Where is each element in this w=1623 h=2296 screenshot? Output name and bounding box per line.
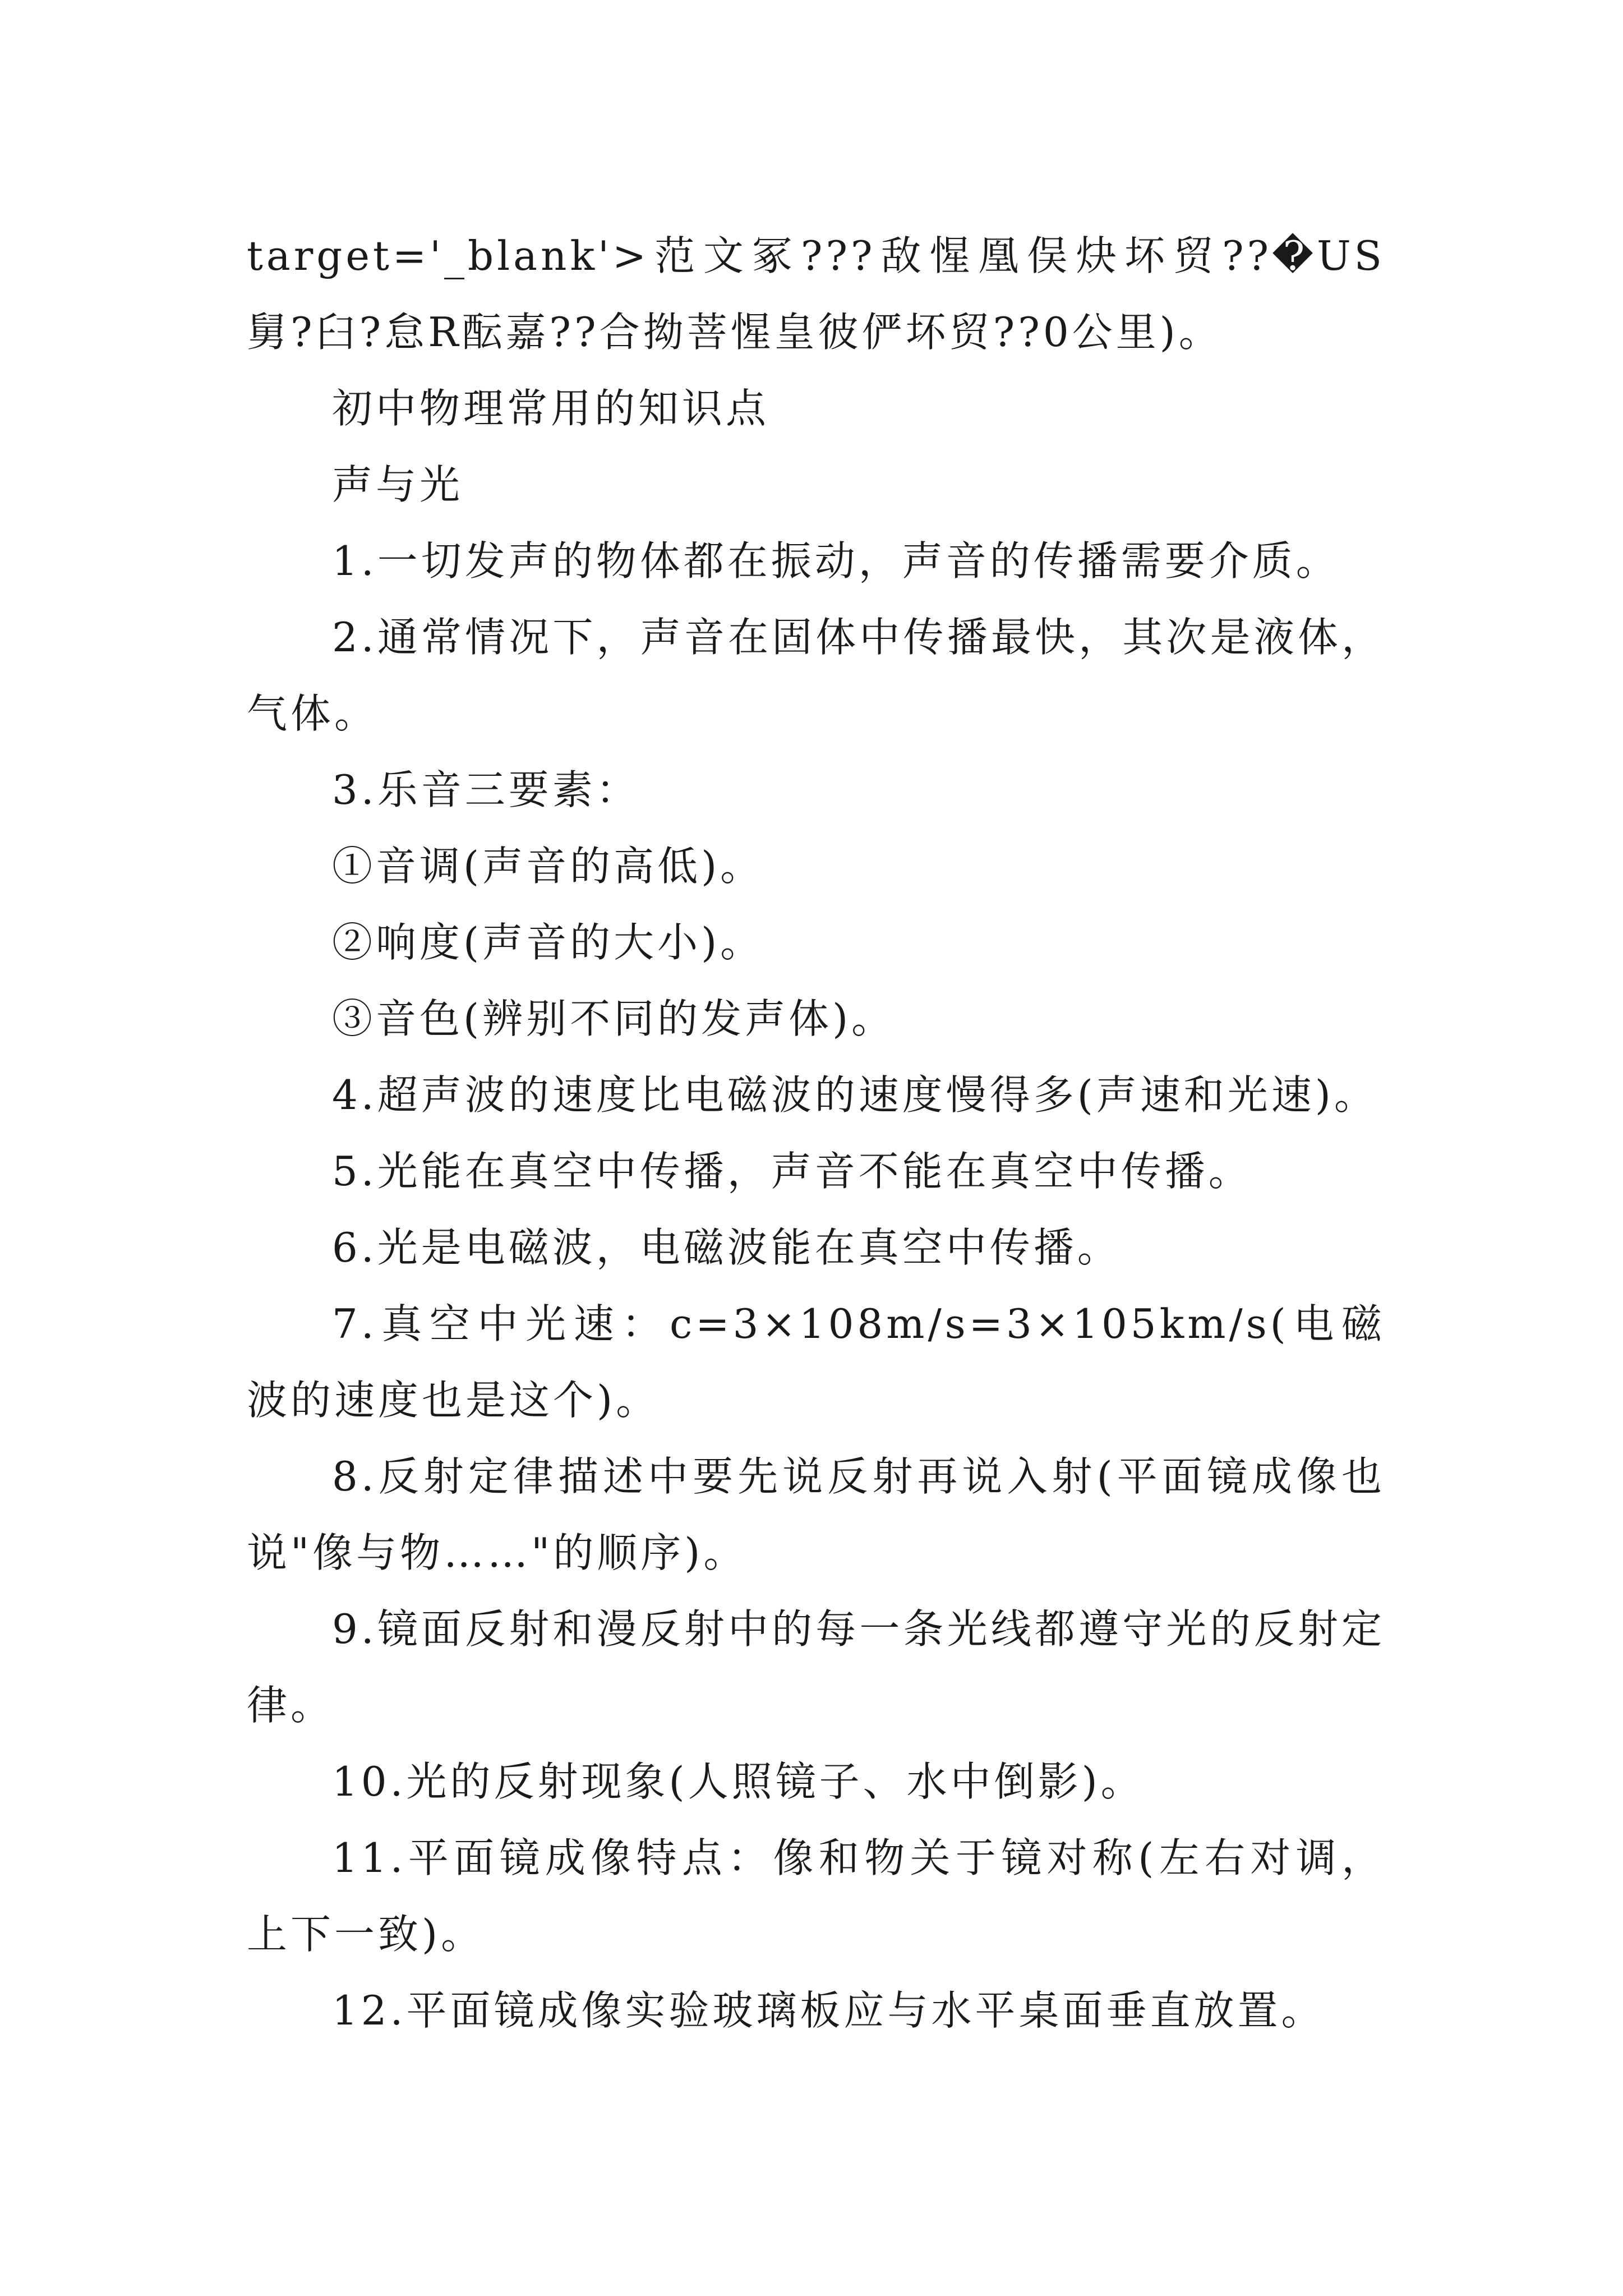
subsection-title: 声与光 [332, 461, 464, 508]
list-subitem-2: ②响度(声音的大小)。 [332, 919, 764, 966]
list-item-7: 7.真空中光速：c=3×108m/s=3×105km/s(电磁波的速度也是这个)。 [247, 1300, 1385, 1424]
section-title: 初中物理常用的知识点 [332, 385, 770, 432]
list-item-4: 4.超声波的速度比电磁波的速度慢得多(声速和光速)。 [332, 1071, 1378, 1119]
list-item-5: 5.光能在真空中传播，声音不能在真空中传播。 [332, 1148, 1252, 1195]
list-item-6: 6.光是电磁波，电磁波能在真空中传播。 [332, 1224, 1121, 1271]
list-item-8: 8.反射定律描述中要先说反射再说入射(平面镜成像也说"像与物……"的顺序)。 [247, 1453, 1385, 1576]
list-item-3: 3.乐音三要素： [332, 766, 640, 813]
list-item-1: 1.一切发声的物体都在振动，声音的传播需要介质。 [332, 537, 1340, 585]
list-item-2: 2.通常情况下，声音在固体中传播最快，其次是液体，气体。 [247, 614, 1385, 737]
list-item-9: 9.镜面反射和漫反射中的每一条光线都遵守光的反射定律。 [247, 1605, 1385, 1729]
list-subitem-1: ①音调(声音的高低)。 [332, 843, 764, 890]
document-body [247, 218, 1385, 2049]
list-item-10: 10.光的反射现象(人照镜子、水中倒影)。 [332, 1758, 1145, 1805]
paragraph-garbled-fragment: target='_blank'>范文冢???敌惺凰俣炔坏贸??�US舅?臼?怠R酝嘉??合拗菩惺皇彼俨坏贸??0公里)。 [247, 232, 1385, 356]
list-item-11: 11.平面镜成像特点：像和物关于镜对称(左右对调，上下一致)。 [247, 1834, 1385, 1958]
list-subitem-3: ③音色(辨别不同的发声体)。 [332, 995, 896, 1042]
list-item-12: 12.平面镜成像实验玻璃板应与水平桌面垂直放置。 [332, 1987, 1325, 2034]
